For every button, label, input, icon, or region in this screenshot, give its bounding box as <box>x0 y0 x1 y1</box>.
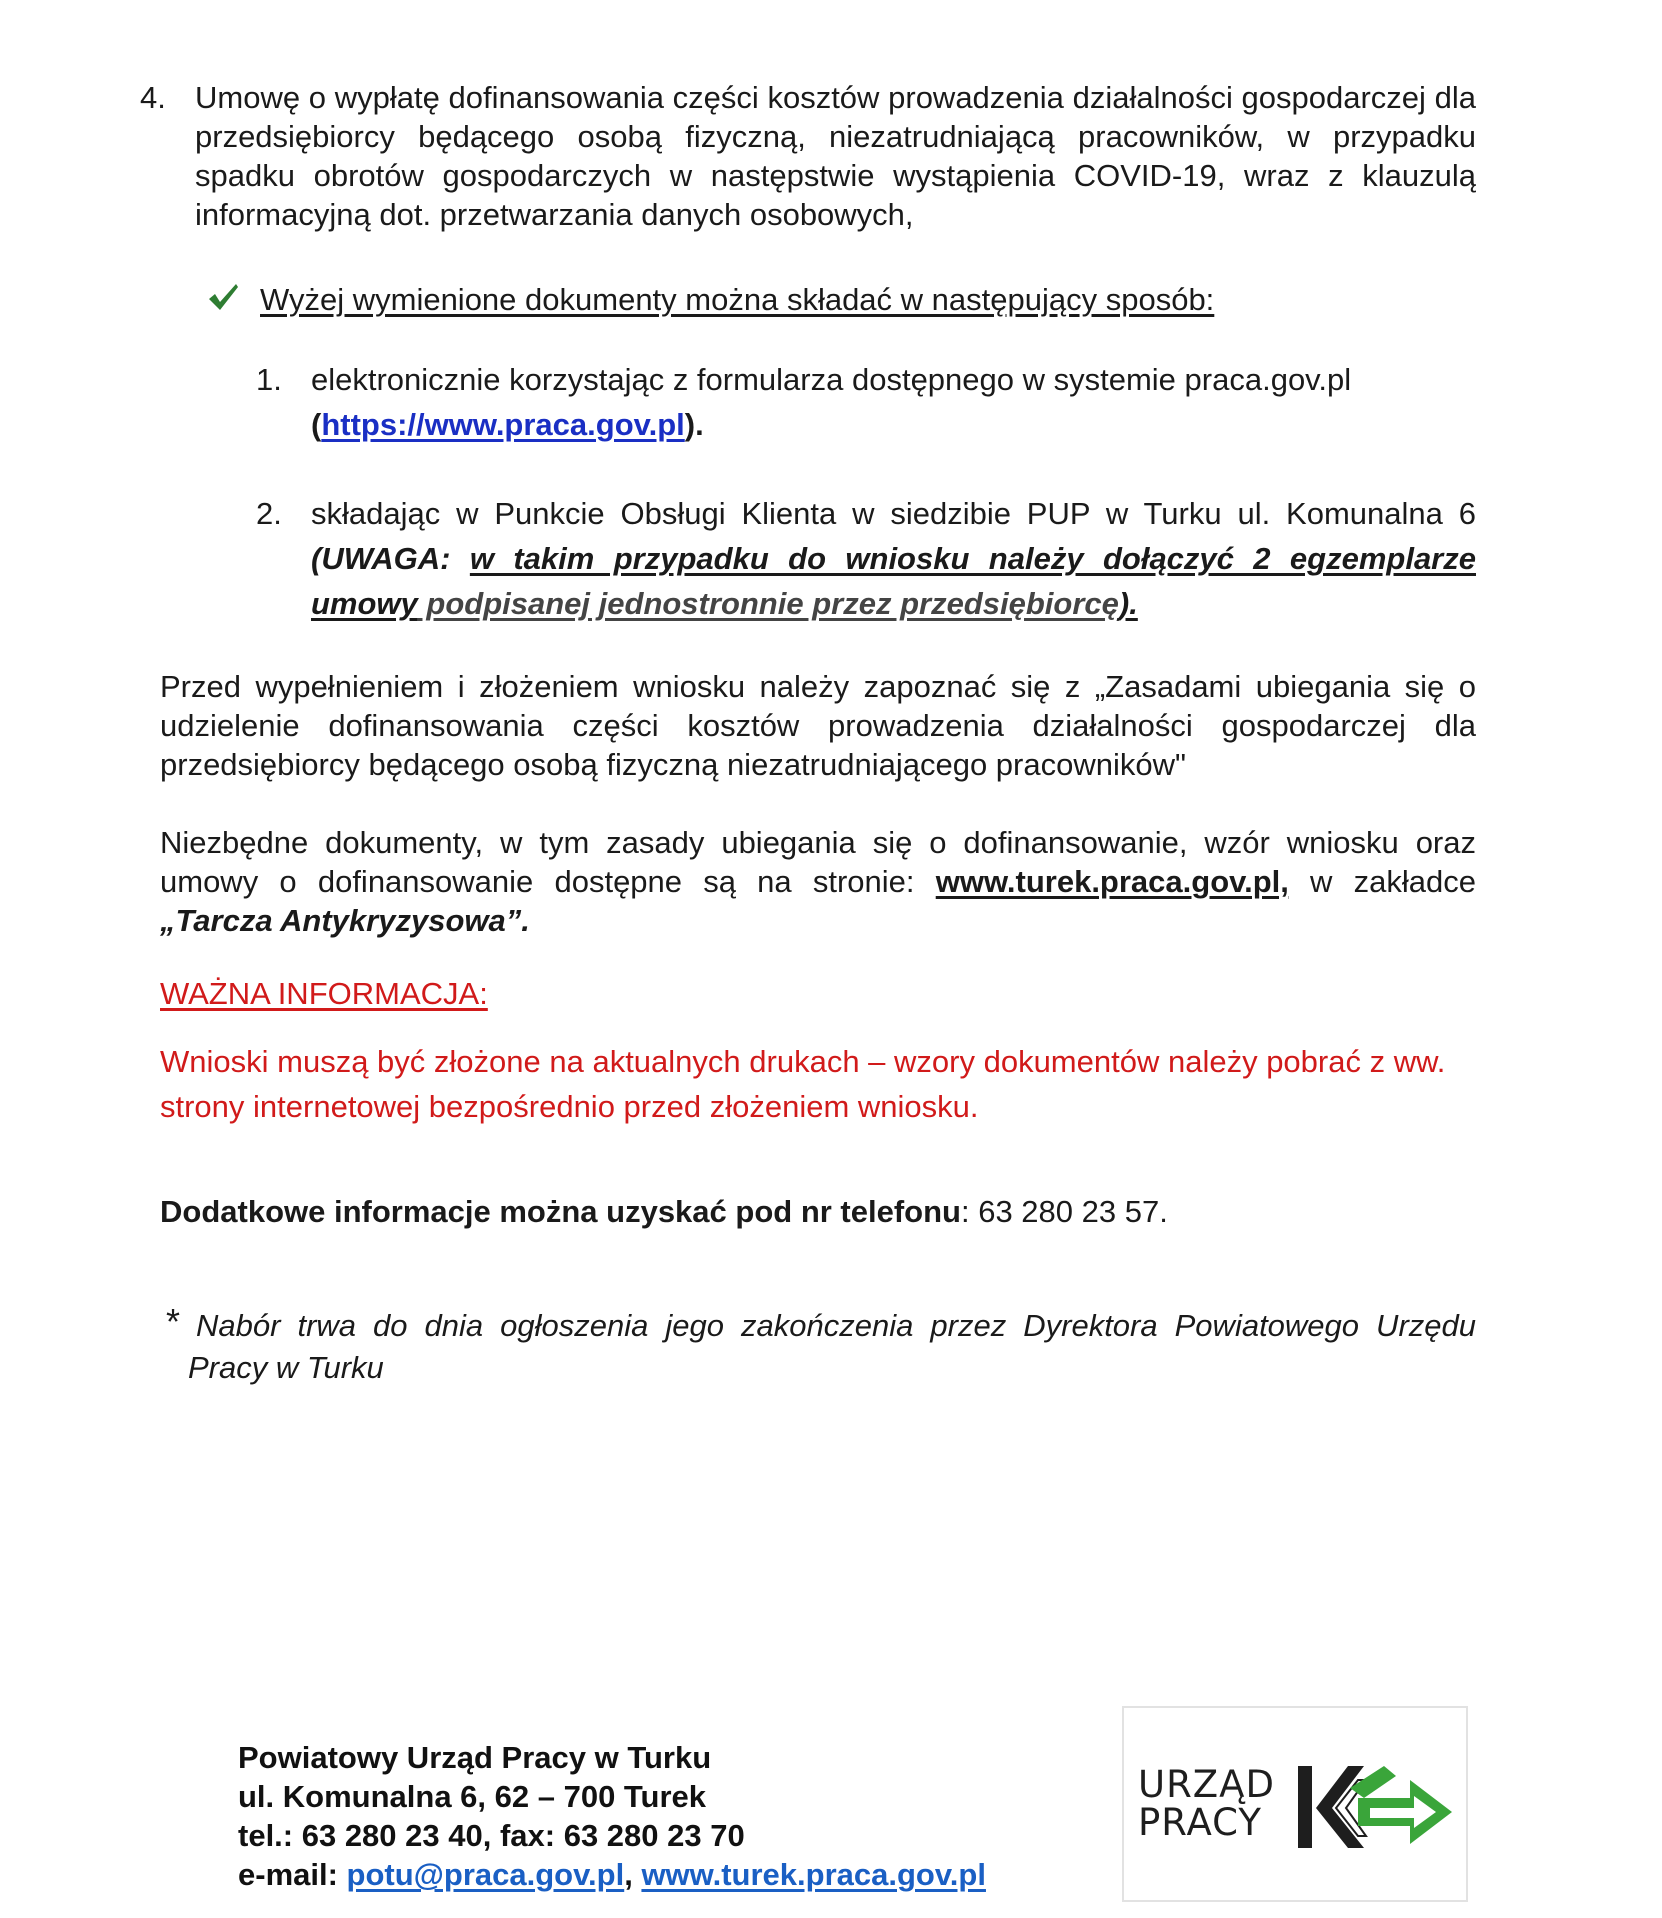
praca-gov-link[interactable]: https://www.praca.gov.pl <box>321 407 685 442</box>
important-label: WAŻNA INFORMACJA: <box>160 976 488 1011</box>
email-label: e-mail: <box>238 1857 347 1892</box>
method-item-2 <box>256 491 1476 626</box>
phone-line <box>160 1192 1476 1232</box>
list-item-text: Umowę o wypłatę dofinansowania części kosztów prowadzenia działalności gospodarczej dla przedsiębiorcy będącego osobą fizyczną, niezatrudniającą pracowników, w przypadku spadku obrotów gospodarczych w następstwie wystąpienia COVID-19, wraz z klauzulą informacyjną dot. przetwarzania danych osobowych, <box>195 80 1476 232</box>
paren-open: ( <box>311 407 322 442</box>
footer-contact <box>238 1738 1118 1894</box>
list-number: 4. <box>140 80 166 115</box>
method-text <box>311 491 1476 626</box>
method-text-before: składając w Punkcie Obsługi Klienta w siedzibie PUP w Turku ul. Komunalna 6 <box>311 496 1476 531</box>
phone-value: : 63 280 23 57. <box>960 1194 1168 1229</box>
method-item-1 <box>256 357 1476 447</box>
list-item-4 <box>140 78 1476 234</box>
documents-text: Niezbędne dokumenty, w tym zasady ubiegania się o dofinansowanie, wzór wniosku oraz umowy o dofinansowanie dostępne są na stronie: <box>160 825 1476 899</box>
footnote-text: Nabór trwa do dnia ogłoszenia jego zakończenia przez Dyrektora Powiatowego Urzędu Pracy w Turku <box>188 1308 1476 1385</box>
footer-email-line <box>238 1855 1118 1894</box>
methods-heading <box>206 280 1406 320</box>
footer-website-link[interactable]: www.turek.praca.gov.pl <box>641 1857 986 1892</box>
uwaga-muted: podpisanej jednostronnie przez przedsiębiorcę <box>417 586 1119 621</box>
methods-heading-text: Wyżej wymienione dokumenty można składać w następujący sposób: <box>260 282 1215 317</box>
checkmark-icon <box>206 280 240 314</box>
uwaga-open: (UWAGA: <box>311 541 470 576</box>
footnote <box>160 1301 1476 1389</box>
method-number: 1. <box>256 362 282 397</box>
documents-paragraph <box>160 823 1476 940</box>
uwaga-underlined: w takim przypadku do wniosku należy dołączyć 2 egzemplarze umowy <box>311 541 1476 621</box>
footer-phones: tel.: 63 280 23 40, fax: 63 280 23 70 <box>238 1818 745 1853</box>
tab-name: „Tarcza Antykryzysowa”. <box>160 903 530 938</box>
paren-close: ). <box>684 407 704 442</box>
method-number: 2. <box>256 496 282 531</box>
urzad-pracy-logo <box>1122 1706 1468 1902</box>
logo-text <box>1138 1763 1275 1844</box>
footer-separator: , <box>624 1857 642 1892</box>
logo-line-2: PRACY <box>1138 1801 1262 1844</box>
phone-label: Dodatkowe informacje można uzyskać pod nr telefonu <box>160 1194 961 1229</box>
method-text <box>311 357 1476 447</box>
uwaga-close: ). <box>1118 586 1138 621</box>
green-arrow-logo-icon <box>1292 1758 1458 1856</box>
important-text: Wnioski muszą być złożone na aktualnych drukach – wzory dokumentów należy pobrać z ww. strony internetowej bezpośrednio przed złożeniem wniosku. <box>160 1044 1446 1124</box>
method-text-before: elektronicznie korzystając z formularza dostępnego w systemie praca.gov.pl <box>311 362 1352 397</box>
rules-paragraph: Przed wypełnieniem i złożeniem wniosku należy zapoznać się z „Zasadami ubiegania się o udzielenie dofinansowania części kosztów prowadzenia działalności gospodarczej dla przedsiębiorcy będącego osobą fizyczną niezatrudniającego pracowników" <box>160 669 1476 782</box>
tab-prefix: w zakładce <box>1288 864 1476 899</box>
footer-org: Powiatowy Urząd Pracy w Turku <box>238 1740 712 1775</box>
email-link[interactable]: potu@praca.gov.pl <box>346 1857 625 1892</box>
footer-address: ul. Komunalna 6, 62 – 700 Turek <box>238 1779 707 1814</box>
logo-line-1: URZĄD <box>1138 1763 1275 1806</box>
footnote-star: * <box>166 1301 181 1342</box>
turek-site-link[interactable]: www.turek.praca.gov.pl, <box>935 864 1289 899</box>
